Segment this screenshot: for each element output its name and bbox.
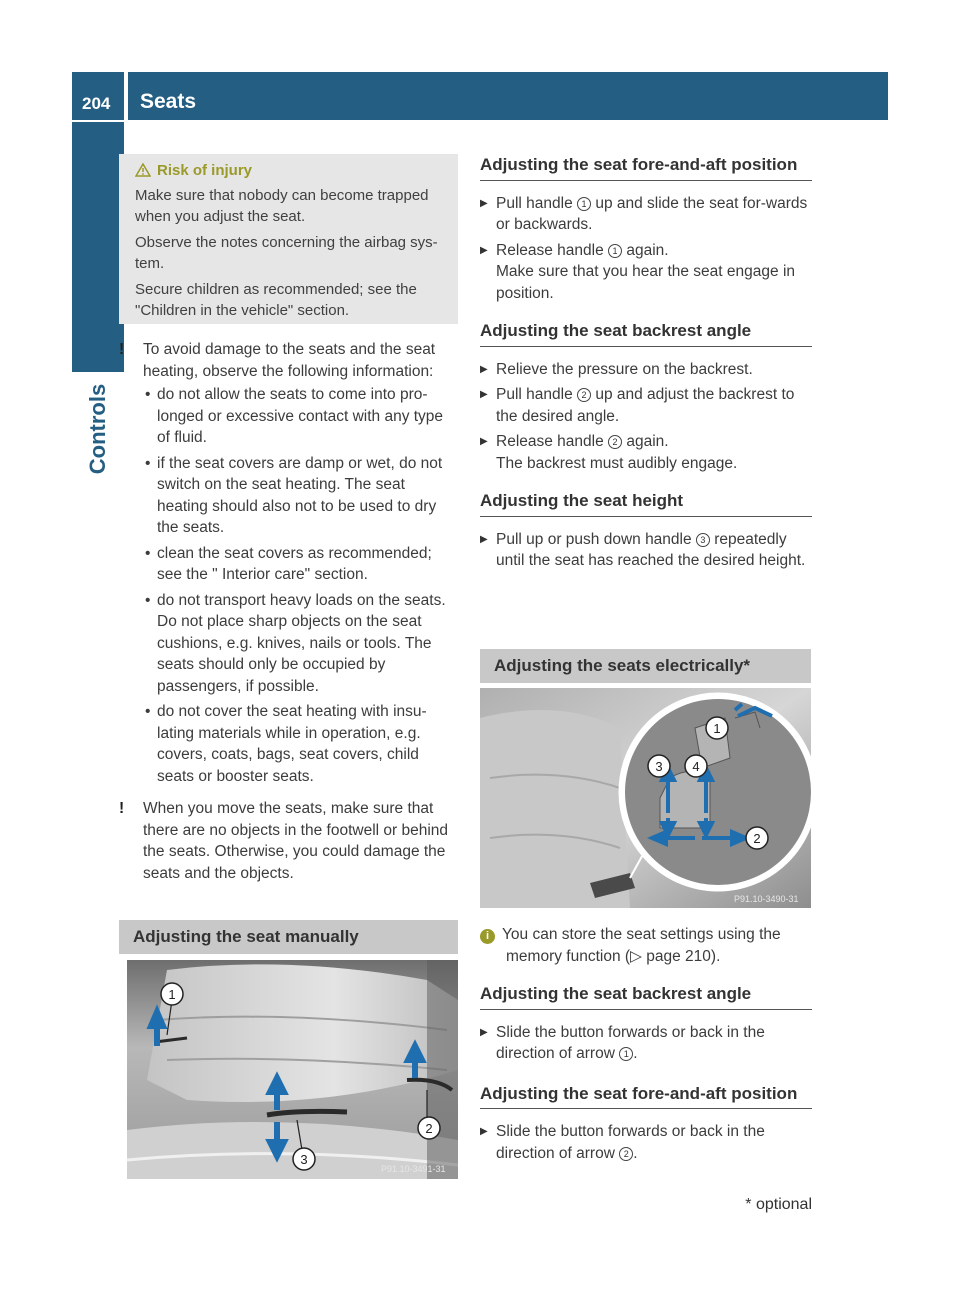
note-1-intro	[119, 339, 460, 382]
section-header-bar	[128, 72, 888, 120]
step-text: Pull handle	[496, 194, 578, 212]
section-title: Seats	[140, 90, 197, 113]
step-text: .	[633, 1144, 638, 1162]
handle-ref-3: 3	[696, 533, 710, 547]
note-1-bullet: • do not allow the seats to come into pro-longed or excessive contact with any type of fluid.	[145, 384, 460, 449]
backrest-step-1: ▶ Relieve the pressure on the backrest.	[480, 359, 812, 381]
step-text: .	[633, 1045, 638, 1062]
fore-aft-step-2	[480, 240, 812, 262]
right-column	[480, 154, 812, 572]
step-text: Slide the button forwards or back in the direction of arrow	[496, 1123, 765, 1162]
note-icon: !	[119, 341, 125, 358]
note-damage-seats	[119, 339, 460, 787]
svg-text:3: 3	[655, 759, 663, 774]
svg-text:4: 4	[692, 759, 700, 774]
backrest-result: The backrest must audibly engage.	[496, 454, 738, 472]
manual-seat-illustration	[127, 960, 458, 1179]
manual-seat-image	[127, 960, 458, 1179]
electric-section-heading	[480, 649, 811, 683]
step-text: Pull up or push down handle	[496, 530, 696, 548]
backrest-step-3	[480, 431, 812, 453]
warning-line-1: Make sure that nobody can become trapped when you adjust the seat.	[135, 187, 429, 225]
memory-info	[480, 924, 812, 967]
note-1-bullet: • do not transport heavy loads on the seats. Do not place sharp objects on the seat cushions, e.g. knives, nails or tools. The seats should only be occupied by passengers, if possible.	[145, 590, 460, 698]
svg-text:1: 1	[168, 987, 176, 1002]
svg-text:2: 2	[425, 1121, 433, 1136]
warning-box	[119, 154, 458, 324]
step-text: repeatedly until the seat has reached the desired height.	[496, 530, 806, 569]
electric-foreaft-heading: Adjusting the seat fore-and-aft position	[480, 1083, 812, 1110]
page-number: 204	[82, 94, 111, 113]
callout-1	[706, 717, 728, 739]
callout-2	[418, 1117, 440, 1139]
step-text: Release handle	[496, 433, 609, 450]
callout-4	[685, 755, 707, 777]
handle-ref-2: 2	[577, 388, 591, 402]
step-text: Release handle	[496, 241, 609, 259]
svg-text:2: 2	[753, 831, 761, 846]
fore-aft-step-1	[480, 193, 812, 236]
warning-line-2: Observe the notes concerning the airbag sys-tem.	[135, 234, 438, 272]
manual-heading-text: Adjusting the seat manually	[133, 927, 359, 946]
height-step-1	[480, 529, 812, 572]
step-text: up and slide the seat for-wards or backwards.	[496, 194, 808, 233]
warning-heading	[135, 162, 252, 180]
electric-foreaft-step	[480, 1121, 812, 1164]
note-1-bullet: • do not cover the seat heating with insu-lating materials while in operation, e.g. covers, coats, bags, seat covers, child seats or booster seats.	[145, 701, 460, 787]
note-1-text: To avoid damage to the seats and the seat heating, observe the following information:	[143, 341, 436, 380]
note-2-text: When you move the seats, make sure that there are no objects in the footwell or behind the seats. Otherwise, you could damage the seats and the objects.	[143, 800, 449, 882]
electric-seat-illustration	[480, 688, 811, 908]
side-tab-label: Controls	[85, 383, 110, 475]
warning-line-3: Secure children as recommended; see the "Children in the vehicle" section.	[135, 281, 417, 319]
note-1-bullet: • if the seat covers are damp or wet, do not switch on the seat heating. The seat heating should also not to be used to dry the seats.	[145, 453, 460, 539]
manual-section-heading	[119, 920, 458, 954]
side-tab	[72, 374, 124, 484]
page-number-block	[72, 72, 124, 120]
callout-1	[161, 983, 183, 1005]
handle-ref-1: 1	[577, 197, 591, 211]
side-tab-block	[72, 122, 124, 372]
height-heading: Adjusting the seat height	[480, 490, 812, 517]
electric-backrest-heading: Adjusting the seat backrest angle	[480, 983, 812, 1010]
arrow-ref-1: 1	[619, 1047, 633, 1061]
electric-backrest-step	[480, 1022, 812, 1065]
note-icon: !	[119, 800, 125, 817]
manual-image-caption: P91.10-3491-31	[381, 1164, 446, 1174]
handle-ref-2: 2	[608, 435, 622, 449]
handle-ref-1: 1	[608, 244, 622, 258]
callout-2	[746, 827, 768, 849]
backrest-step-2	[480, 384, 812, 427]
svg-text:1: 1	[713, 721, 721, 736]
info-icon: i	[480, 929, 495, 944]
note-1-bullet: • clean the seat covers as recommended; see the " Interior care" section.	[145, 543, 460, 586]
electric-heading-text: Adjusting the seats electrically*	[494, 656, 751, 675]
warning-title: Risk of injury	[157, 162, 253, 179]
warning-triangle-icon	[135, 163, 151, 177]
optional-footnote: * optional	[745, 1196, 812, 1213]
backrest-heading: Adjusting the seat backrest angle	[480, 320, 812, 347]
note-objects-footwell	[119, 798, 460, 884]
callout-3	[648, 755, 670, 777]
step-text: Slide the button forwards or back in the direction of arrow	[496, 1023, 765, 1062]
electric-seat-image	[480, 688, 811, 908]
arrow-ref-2: 2	[619, 1147, 633, 1161]
electric-image-caption: P91.10-3490-31	[734, 894, 799, 904]
right-column-lower	[480, 924, 812, 1164]
fore-aft-heading: Adjusting the seat fore-and-aft position	[480, 154, 812, 181]
step-text: again.	[622, 241, 669, 259]
svg-text:3: 3	[300, 1152, 308, 1167]
step-text: again.	[622, 433, 669, 450]
step-text: up and adjust the backrest to the desired angle.	[496, 386, 795, 425]
note-2-text-block	[119, 798, 460, 884]
fore-aft-result: Make sure that you hear the seat engage in position.	[496, 263, 796, 302]
memory-info-text: You can store the seat settings using the memory function (▷ page 210).	[502, 926, 781, 965]
callout-3	[293, 1148, 315, 1170]
step-text: Pull handle	[496, 386, 578, 403]
